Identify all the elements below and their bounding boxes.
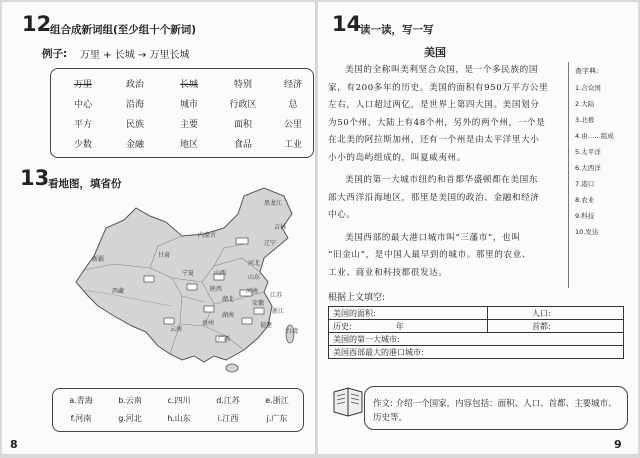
fill-first-city-label: 美国的第一大城市:	[333, 334, 400, 344]
map-label-gansu: 甘肃	[158, 252, 171, 259]
page-number-left: 8	[10, 438, 18, 451]
map-label-fujian: 福建	[260, 322, 273, 329]
map-label-zhejiang: 浙江	[272, 308, 285, 315]
word-2-2: 主要	[179, 120, 198, 130]
map-label-neimeng: 内蒙古	[198, 232, 217, 239]
example-text: 万里 + 长城 → 万里长城	[80, 50, 190, 61]
article-line: 中心。	[328, 210, 356, 220]
fill-population-cell[interactable]	[488, 307, 624, 320]
fill-area-cell[interactable]	[329, 307, 488, 320]
map-label-yunnan: 云南	[170, 326, 183, 333]
glossary-title: 查字典:	[575, 67, 599, 75]
composition-text: 作文: 介绍一个国家，内容包括：面积、人口、首都、主要城市、历史等。	[373, 399, 617, 423]
word-0-0: 万里	[73, 80, 92, 90]
example-label: 例子:	[42, 48, 68, 60]
province-option: f.河南	[70, 414, 92, 423]
province-option: e.浙江	[265, 396, 289, 405]
article-line: 在北美的阿拉斯加州，还有一个州是由太平洋里大小	[328, 135, 540, 145]
glossary-item: 5.太平洋	[575, 148, 601, 156]
province-option: i.江西	[217, 414, 239, 423]
map-label-shandong: 山东	[248, 274, 261, 281]
word-0-1: 政治	[125, 80, 144, 90]
fill-capital-cell[interactable]	[488, 320, 624, 333]
fill-capital-label: 首都:	[532, 321, 551, 331]
province-option: c.四川	[167, 396, 191, 405]
article-line: 美国的第一大城市纽约和首都华盛顿都在美国东	[345, 175, 539, 185]
article-paragraph	[328, 230, 564, 283]
section-12-title: 组合成新词组(至少组十个新词)	[50, 24, 197, 36]
word-2-1: 民族	[125, 120, 144, 130]
word-3-2: 地区	[179, 140, 198, 150]
book-icon	[330, 384, 366, 418]
map-label-guizhou: 贵州	[202, 320, 215, 327]
glossary-item: 9.科技	[575, 212, 595, 220]
word-2-4: 公里	[283, 120, 302, 130]
article-line: 家，有200多年的历史。美国的面积有950万平方公里	[328, 82, 549, 93]
province-option: j.广东	[266, 414, 288, 423]
section-13-number: 13	[20, 166, 50, 190]
fill-west-port-label: 美国西部最大的港口城市:	[333, 347, 424, 357]
left-page	[2, 2, 316, 454]
fill-west-port-cell[interactable]	[329, 346, 624, 359]
word-0-4: 经济	[283, 80, 302, 90]
fill-table	[328, 306, 624, 359]
word-1-3: 行政区	[229, 100, 257, 110]
province-options-box	[52, 388, 304, 432]
map-label-hubei: 湖北	[222, 296, 235, 303]
fill-year-label: 年	[395, 321, 404, 331]
section-14-number: 14	[332, 12, 362, 36]
map-label-hebei: 河北	[248, 260, 261, 267]
glossary-item: 4.由……组成	[575, 132, 614, 140]
map-label-xizang: 西藏	[112, 288, 125, 295]
map-label-guangxi: 广西	[218, 336, 231, 343]
word-0-3: 特别	[233, 80, 252, 90]
word-2-3: 面积	[233, 120, 252, 130]
word-0-2: 长城	[179, 80, 198, 90]
article-body	[328, 62, 564, 287]
article-title: 美国	[424, 46, 446, 59]
glossary-item: 8.农业	[575, 196, 595, 204]
province-option: b.云南	[118, 396, 142, 405]
composition-box	[364, 386, 628, 430]
article-line: 小小的岛屿组成的，叫夏威夷州。	[328, 152, 466, 163]
map-label-liaoning: 辽宁	[264, 240, 277, 247]
article-line: 为50个州，大陆上有48个州，另外的两个州，一个是	[328, 117, 546, 128]
fill-history-cell[interactable]	[329, 320, 488, 333]
province-option: d.江苏	[216, 396, 240, 405]
glossary-panel	[568, 62, 633, 288]
section-14-title: 读一读，写一写	[360, 24, 434, 36]
word-3-0: 少数	[73, 140, 92, 150]
map-label-shanxi: 陕西	[210, 286, 223, 293]
province-option: g.河北	[118, 414, 142, 423]
word-1-0: 中心	[73, 100, 92, 110]
page-number-right: 9	[614, 438, 622, 451]
map-label-xinjiang: 新疆	[92, 256, 105, 263]
article-paragraph	[328, 62, 564, 167]
glossary-item: 3.北极	[575, 116, 595, 124]
glossary-item: 6.大西洋	[575, 164, 601, 172]
province-option: h.山东	[167, 414, 191, 423]
map-label-heilongjiang: 黑龙江	[264, 200, 283, 207]
article-line: 美国西部的最大港口城市叫“三藩市”，也叫	[345, 232, 521, 243]
province-option: a.青海	[69, 396, 93, 405]
map-label-ningxia: 宁夏	[182, 270, 195, 277]
glossary-item: 1.合众国	[575, 84, 601, 92]
fill-history-label: 历史:	[333, 321, 352, 331]
article-paragraph	[328, 172, 564, 225]
word-1-1: 沿海	[125, 100, 144, 110]
map-label-jilin: 吉林	[274, 224, 287, 231]
map-label-anhui: 安徽	[252, 300, 265, 307]
china-map	[54, 186, 312, 378]
word-1-4: 总	[288, 100, 298, 110]
fill-title: 根据上文填空:	[328, 293, 386, 303]
word-1-2: 城市	[179, 100, 198, 110]
word-3-4: 工业	[283, 140, 302, 150]
fill-population-label: 人口:	[532, 308, 551, 318]
article-line: “旧金山”，是中国人最早到的城市。那里的农业、	[328, 250, 532, 260]
map-label-henan: 河南	[246, 288, 259, 295]
map-label-hunan: 湖南	[222, 312, 235, 319]
map-label-shaanxi: 山西	[214, 270, 227, 277]
glossary-item: 10.发达	[575, 228, 599, 236]
article-line: 美国的全称叫美利坚合众国，是一个多民族的国	[345, 65, 539, 75]
word-grid	[50, 68, 314, 158]
section-13-title: 看地图，填省份	[48, 178, 122, 190]
section-12-number: 12	[22, 12, 52, 36]
word-3-3: 食品	[233, 140, 252, 150]
map-label-taiwan: 台湾	[286, 328, 299, 335]
glossary-item: 7.港口	[575, 180, 595, 188]
fill-area-label: 美国的面积:	[333, 308, 376, 318]
map-label-jiangsu: 江苏	[270, 292, 283, 299]
glossary-item: 2.大陆	[575, 100, 595, 108]
article-line: 左右，人口超过两亿，是世界上第四大国。美国划分	[328, 100, 540, 110]
word-2-0: 平方	[73, 120, 92, 130]
right-page	[318, 2, 638, 454]
article-line: 部大西洋沿海地区，那里是美国的政治、金融和经济	[328, 192, 540, 203]
article-line: 工业、商业和科技都很发达。	[328, 267, 448, 278]
fill-first-city-cell[interactable]	[329, 333, 624, 346]
word-3-1: 金融	[125, 140, 144, 150]
